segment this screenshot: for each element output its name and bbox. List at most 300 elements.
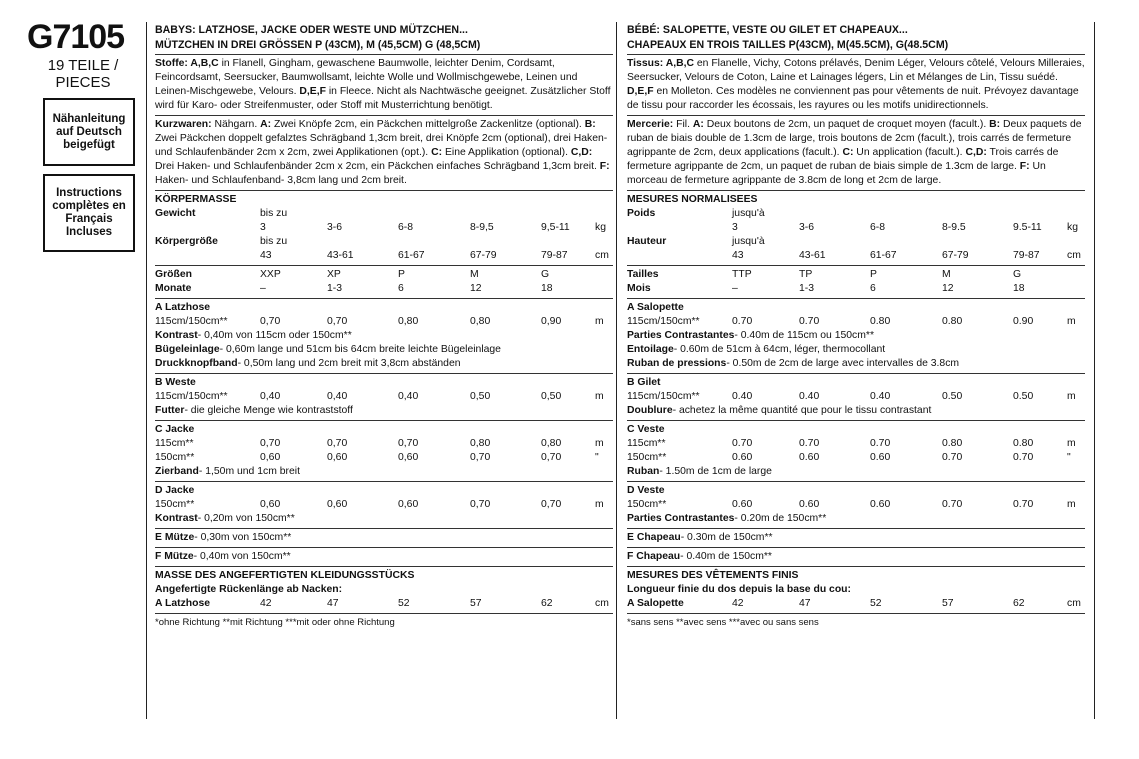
german-instructions-box <box>43 98 135 166</box>
height-upto: jusqu'à <box>732 236 765 247</box>
divider <box>155 420 613 421</box>
view-d-contrast-text: - 0.20m de 150cm** <box>734 513 827 524</box>
view-d-yardage-row-value: 0.70 <box>1013 499 1034 510</box>
fabrics-label-2: D,E,F <box>299 86 326 97</box>
view-a-yardage-row-value: 0.80 <box>870 316 891 327</box>
view-d-yardage-row-unit: m <box>1067 499 1076 510</box>
view-e-yardage <box>155 531 613 545</box>
weight-row-upto <box>155 207 613 221</box>
view-c-yardage-row-2-value: 0.60 <box>870 452 891 463</box>
view-b-yardage-row-value: 0,50 <box>470 391 491 402</box>
view-c-yardage-row-1-value: 0,70 <box>327 438 348 449</box>
view-d-contrast <box>627 512 1085 526</box>
notions-c-label: C: <box>431 147 443 158</box>
months-row <box>627 282 1085 296</box>
divider <box>155 547 613 548</box>
divider <box>155 115 613 116</box>
view-e-label: E Mütze <box>155 532 195 543</box>
view-d-yardage-row-value: 0.70 <box>942 499 963 510</box>
weight-upto: bis zu <box>260 208 288 219</box>
notions-cd-text: Trois carrés de fermeture agrippante de 2cm, un paquet de ruban de biais simple de 1.3cm de large. <box>627 147 1059 172</box>
notions-label: Kurzwaren: <box>155 119 212 130</box>
view-c-yardage-row-2-unit: " <box>1067 452 1071 463</box>
weight-row-value: 6-8 <box>870 222 886 233</box>
divider <box>627 265 1085 266</box>
view-d-yardage-row-value: 0.60 <box>870 499 891 510</box>
view-c-yardage-row-1-value: 0,70 <box>398 438 419 449</box>
notions-cd-label: C,D: <box>570 147 593 158</box>
view-a-interfacing-text: - 0,60m lange und 51cm bis 64cm breite leichte Bügeleinlage <box>219 344 501 355</box>
notions-a-label: A: <box>260 119 272 130</box>
view-b-yardage-row-unit: m <box>1067 391 1076 402</box>
view-a-snap-tape-text: - 0.50m de 2cm de large avec intervalles de 3.8cm <box>726 358 960 369</box>
divider <box>627 54 1085 55</box>
view-d-contrast <box>155 512 613 526</box>
view-e-text: - 0.30m de 150cm** <box>680 532 773 543</box>
height-row-upto <box>627 235 1085 249</box>
notions-a-text: Deux boutons de 2cm, un paquet de croquet moyen (facult.). <box>703 119 990 130</box>
height-row-unit: cm <box>595 250 609 261</box>
divider <box>627 547 1085 548</box>
view-f-text: - 0,40m von 150cm** <box>193 551 291 562</box>
view-c-trim-text: - 1,50m und 1cm breit <box>198 466 300 477</box>
view-c-yardage-row-1-value: 0,80 <box>541 438 562 449</box>
finished-a-row-value: 57 <box>470 598 482 609</box>
sizes-row-value: G <box>1013 269 1022 280</box>
view-c-yardage-row-2-unit: " <box>595 452 599 463</box>
view-c-yardage-row-1-value: 0.70 <box>732 438 753 449</box>
view-e-text: - 0,30m von 150cm** <box>194 532 292 543</box>
view-b-yardage-row <box>155 390 613 404</box>
finished-a-row-value: 62 <box>541 598 553 609</box>
fabrics-text-2: in Fleece. Nicht als Nachtwäsche geeignet. Zusätzlicher Stoff wird für Karo- oder Streifenmuster, oder Stoff mit Musterrichtung benötigt. <box>155 86 611 111</box>
fabrics-label-2: D,E,F <box>627 86 654 97</box>
view-c-yardage-row-1 <box>155 437 613 451</box>
view-c-trim <box>627 465 1085 479</box>
weight-row-upto <box>627 207 1085 221</box>
view-b-yardage-row-fabric-width: 115cm/150cm** <box>627 391 700 402</box>
weight-row <box>155 221 613 235</box>
finished-a-row-label: A Salopette <box>627 598 684 609</box>
height-row-unit: cm <box>1067 250 1081 261</box>
view-c-yardage-row-1-value: 0.70 <box>870 438 891 449</box>
view-b-yardage-row-value: 0,50 <box>541 391 562 402</box>
view-a-yardage-row-fabric-width: 115cm/150cm** <box>155 316 228 327</box>
footnote: *ohne Richtung **mit Richtung ***mit oder ohne Richtung <box>155 617 395 628</box>
fabrics-paragraph <box>155 57 613 113</box>
months-row-value: 1-3 <box>799 283 815 294</box>
view-a-interfacing <box>627 343 1085 357</box>
months-row-label: Mois <box>627 283 651 294</box>
view-c-trim <box>155 465 613 479</box>
fabrics-label: Tissus: A,B,C <box>627 58 694 69</box>
notions-b-text: Deux paquets de ruban de biais double de 1.3cm de large, trois boutons de 2cm (facult.), trois carrés de fermeture agrippante de 2cm, deux applications (facult.). <box>627 119 1082 158</box>
finished-a-row <box>627 597 1085 611</box>
fabrics-text-2: en Molleton. Ces modèles ne conviennent pas pour vêtements de nuit. Prévoyez davantage de tissu pour raccorder les écossais, les rayures ou les motifs unidirectionnels. <box>627 86 1079 111</box>
height-row-value: 43 <box>260 250 272 261</box>
divider <box>155 613 613 614</box>
view-a-yardage-row-unit: m <box>1067 316 1076 327</box>
finished-a-row-value: 62 <box>1013 598 1025 609</box>
view-a-yardage-row-value: 0.90 <box>1013 316 1034 327</box>
view-f-yardage <box>627 550 1085 564</box>
sizes-row-value: XXP <box>260 269 281 280</box>
view-c-title: C Veste <box>627 424 665 435</box>
months-row-value: 18 <box>541 283 553 294</box>
notions-c-text: Un application (facult.). <box>853 147 966 158</box>
months-row-label: Monate <box>155 283 192 294</box>
view-c-yardage-row-1-fabric-width: 115cm** <box>155 438 194 449</box>
view-c-yardage-row-1-value: 0,80 <box>470 438 491 449</box>
height-row-value: 43-61 <box>327 250 354 261</box>
fabrics-label: Stoffe: A,B,C <box>155 58 219 69</box>
height-row-value: 43-61 <box>799 250 826 261</box>
view-a-contrast <box>627 329 1085 343</box>
view-a-yardage-row-value: 0,70 <box>260 316 281 327</box>
notions-text: Fil. <box>673 119 693 130</box>
view-d-yardage-row-value: 0.60 <box>732 499 753 510</box>
view-b-lining <box>627 404 1085 418</box>
view-a-yardage-row-value: 0,90 <box>541 316 562 327</box>
fabrics-paragraph <box>627 57 1085 113</box>
weight-row-unit: kg <box>595 222 606 233</box>
months-row-value: 12 <box>942 283 954 294</box>
weight-row-value: 3 <box>260 222 266 233</box>
divider <box>155 481 613 482</box>
finished-a-row-value: 47 <box>327 598 339 609</box>
view-b-yardage-row-value: 0.40 <box>732 391 753 402</box>
view-a-yardage-row-fabric-width: 115cm/150cm** <box>627 316 700 327</box>
finished-a-row-unit: cm <box>595 598 609 609</box>
finished-a-row <box>155 597 613 611</box>
view-a-interfacing-text: - 0.60m de 51cm à 64cm, léger, thermocollant <box>673 344 886 355</box>
right-divider <box>1094 22 1095 719</box>
footnote: *sans sens **avec sens ***avec ou sans sens <box>627 617 819 628</box>
height-label: Körpergröße <box>155 236 218 247</box>
height-row-value: 61-67 <box>870 250 897 261</box>
sizes-row-value: TTP <box>732 269 752 280</box>
months-row-value: 12 <box>470 283 482 294</box>
months-row-value: – <box>260 283 266 294</box>
view-f-text: - 0.40m de 150cm** <box>680 551 772 562</box>
finished-a-row-value: 52 <box>398 598 410 609</box>
notions-c-text: Eine Applikation (optional). <box>442 147 571 158</box>
view-b-yardage-row-value: 0.40 <box>870 391 891 402</box>
finished-a-row-unit: cm <box>1067 598 1081 609</box>
weight-row-value: 3-6 <box>799 222 815 233</box>
divider <box>155 54 613 55</box>
german-column <box>155 22 613 630</box>
view-c-yardage-row-1-value: 0,70 <box>260 438 281 449</box>
view-c-yardage-row-2-fabric-width: 150cm** <box>155 452 195 463</box>
view-b-title: B Gilet <box>627 377 661 388</box>
view-a-contrast-text: - 0.40m de 115cm ou 150cm** <box>734 330 874 341</box>
height-label: Hauteur <box>627 236 667 247</box>
view-b-lining-label: Futter <box>155 405 185 416</box>
finished-back-length-label: Longueur finie du dos depuis la base du cou: <box>627 584 851 595</box>
view-f-yardage <box>155 550 613 564</box>
months-row-value: 1-3 <box>327 283 343 294</box>
weight-row <box>627 221 1085 235</box>
center-divider <box>616 22 617 719</box>
divider <box>155 528 613 529</box>
weight-label: Gewicht <box>155 208 196 219</box>
view-a-contrast <box>155 329 613 343</box>
garment-title: BABYS: LATZHOSE, JACKE ODER WESTE UND MÜTZCHEN... <box>155 24 468 36</box>
notions-f-label: F: <box>599 161 610 172</box>
view-a-title: A Latzhose <box>155 302 211 313</box>
garment-title: BÉBÉ: SALOPETTE, VESTE OU GILET ET CHAPEAUX... <box>627 24 908 36</box>
view-d-contrast-label: Kontrast <box>155 513 198 524</box>
notions-b-label: B: <box>989 119 1001 130</box>
finished-measurements-title: MASSE DES ANGEFERTIGTEN KLEIDUNGSSTÜCKS <box>155 570 415 581</box>
sizes-row-value: P <box>870 269 877 280</box>
sizes-row-value: M <box>470 269 479 280</box>
weight-upto: jusqu'à <box>732 208 765 219</box>
sizes-row <box>155 268 613 282</box>
weight-row-unit: kg <box>1067 222 1078 233</box>
view-b-yardage-row-fabric-width: 115cm/150cm** <box>155 391 228 402</box>
weight-row-value: 8-9,5 <box>470 222 494 233</box>
view-a-interfacing-label: Entoilage <box>627 344 674 355</box>
divider <box>627 528 1085 529</box>
divider <box>627 373 1085 374</box>
finished-a-row-label: A Latzhose <box>155 598 211 609</box>
french-instructions-box <box>43 174 135 252</box>
divider <box>627 420 1085 421</box>
height-row <box>627 249 1085 263</box>
notions-cd-label: C,D: <box>965 147 987 158</box>
view-d-yardage-row-value: 0,70 <box>541 499 562 510</box>
divider <box>627 613 1085 614</box>
german-instructions-label: Nähanleitung auf Deutsch beigefügt <box>52 112 126 151</box>
view-c-trim-label: Ruban <box>627 466 660 477</box>
height-row-value: 79-87 <box>1013 250 1040 261</box>
divider <box>627 566 1085 567</box>
height-row-upto <box>155 235 613 249</box>
view-d-title: D Veste <box>627 485 665 496</box>
weight-row-value: 9.5-11 <box>1013 222 1042 233</box>
notions-f-label: F: <box>1019 161 1030 172</box>
view-b-lining-label: Doublure <box>627 405 673 416</box>
sizes-row-label: Größen <box>155 269 192 280</box>
view-b-yardage-row-value: 0,40 <box>327 391 348 402</box>
view-e-label: E Chapeau <box>627 532 681 543</box>
divider <box>155 265 613 266</box>
months-row-value: – <box>732 283 738 294</box>
view-d-yardage-row-value: 0.60 <box>799 499 820 510</box>
notions-a-label: A: <box>692 119 704 130</box>
divider <box>627 190 1085 191</box>
french-instructions-label: Instructions complètes en Français Incluses <box>52 187 126 238</box>
notions-label: Mercerie: <box>627 119 674 130</box>
notions-b-text: Zwei Päckchen doppelt gefalztes Schrägband 1,3cm breit, drei Knöpfe 2cm (optional), drei Haken- und Schlaufenbänder 2cm x 2cm, zwei Applikationen (opt.). <box>155 133 608 158</box>
view-b-yardage-row-value: 0.40 <box>799 391 820 402</box>
view-c-yardage-row-2 <box>627 451 1085 465</box>
view-c-yardage-row-1 <box>627 437 1085 451</box>
view-c-yardage-row-2-value: 0.60 <box>799 452 820 463</box>
view-c-yardage-row-2-value: 0,70 <box>541 452 562 463</box>
weight-label: Poids <box>627 208 656 219</box>
sizes-row-label: Tailles <box>627 269 659 280</box>
view-b-lining-text: - achetez la même quantité que pour le tissu contrastant <box>672 405 932 416</box>
view-e-yardage <box>627 531 1085 545</box>
view-c-yardage-row-2-value: 0.70 <box>942 452 963 463</box>
weight-row-value: 9,5-11 <box>541 222 570 233</box>
body-measurements-title: KÖRPERMASSE <box>155 194 237 205</box>
notions-paragraph <box>155 118 613 188</box>
view-b-title: B Weste <box>155 377 196 388</box>
sizes-row-value: TP <box>799 269 813 280</box>
view-a-yardage-row-value: 0.80 <box>942 316 963 327</box>
divider <box>155 566 613 567</box>
view-d-yardage-row-value: 0,70 <box>470 499 491 510</box>
months-row <box>155 282 613 296</box>
view-d-yardage-row-fabric-width: 150cm** <box>627 499 667 510</box>
notions-text: Nähgarn. <box>211 119 261 130</box>
finished-measurements-title: MESURES DES VÊTEMENTS FINIS <box>627 570 799 581</box>
notions-a-text: Zwei Knöpfe 2cm, ein Päckchen mittelgroße Zackenlitze (optional). <box>271 119 585 130</box>
body-measurements-title: MESURES NORMALISEES <box>627 194 758 205</box>
view-a-yardage-row <box>155 315 613 329</box>
weight-row-value: 3 <box>732 222 738 233</box>
finished-a-row-value: 52 <box>870 598 882 609</box>
view-d-yardage-row-value: 0,60 <box>260 499 281 510</box>
sizes-row-value: XP <box>327 269 341 280</box>
hat-sizes-title: CHAPEAUX EN TROIS TAILLES P(43CM), M(45.5CM), G(48.5CM) <box>627 39 949 51</box>
view-d-title: D Jacke <box>155 485 195 496</box>
view-c-yardage-row-1-unit: m <box>595 438 604 449</box>
view-a-interfacing <box>155 343 613 357</box>
finished-a-row-value: 47 <box>799 598 811 609</box>
view-c-yardage-row-1-value: 0.80 <box>942 438 963 449</box>
divider <box>627 481 1085 482</box>
notions-paragraph <box>627 118 1085 188</box>
view-a-yardage-row-value: 0,80 <box>398 316 419 327</box>
sizes-row-value: M <box>942 269 951 280</box>
piece-count: 19 TEILE / PIECES <box>47 57 119 91</box>
view-a-snap-tape <box>155 357 613 371</box>
view-c-yardage-row-2-fabric-width: 150cm** <box>627 452 667 463</box>
view-a-yardage-row-unit: m <box>595 316 604 327</box>
view-a-yardage-row-value: 0,70 <box>327 316 348 327</box>
view-a-contrast-label: Parties Contrastantes <box>627 330 735 341</box>
divider <box>155 298 613 299</box>
weight-row-value: 6-8 <box>398 222 414 233</box>
view-c-trim-label: Zierband <box>155 466 199 477</box>
height-row-value: 67-79 <box>942 250 969 261</box>
view-d-contrast-label: Parties Contrastantes <box>627 513 735 524</box>
notions-f-text: Un morceau de fermeture agrippante de 3.8cm de long et 2cm de large. <box>627 161 1046 186</box>
view-a-yardage-row-value: 0,80 <box>470 316 491 327</box>
weight-row-value: 8-9.5 <box>942 222 966 233</box>
view-c-yardage-row-1-value: 0.70 <box>799 438 820 449</box>
view-a-snap-tape-text: - 0,50m lang und 2cm breit mit 3,8cm abständen <box>237 358 461 369</box>
notions-cd-text: Drei Haken- und Schlaufenbänder 2cm x 2cm, ein Päckchen einfaches Schrägband 1,3cm breit. <box>155 161 600 172</box>
view-c-yardage-row-2-value: 0,60 <box>327 452 348 463</box>
view-c-title: C Jacke <box>155 424 195 435</box>
view-b-yardage-row-unit: m <box>595 391 604 402</box>
height-row-value: 43 <box>732 250 744 261</box>
view-a-snap-tape <box>627 357 1085 371</box>
view-b-yardage-row-value: 0,40 <box>260 391 281 402</box>
months-row-value: 18 <box>1013 283 1025 294</box>
view-c-yardage-row-2-value: 0,70 <box>470 452 491 463</box>
divider <box>155 190 613 191</box>
fabrics-text: en Flanelle, Vichy, Cotons prélavés, Denim Léger, Velours côtelé, Velours Milleraies, Seersucker, Velours de Coton, Laine et Lainages légers, Lin et Mélanges de Lin, Tissu suédé. <box>627 58 1085 83</box>
view-a-contrast-label: Kontrast <box>155 330 198 341</box>
view-a-title: A Salopette <box>627 302 684 313</box>
view-a-yardage-row <box>627 315 1085 329</box>
sizes-row-value: G <box>541 269 550 280</box>
view-c-yardage-row-1-unit: m <box>1067 438 1076 449</box>
french-column <box>627 22 1085 630</box>
view-b-yardage-row-value: 0,40 <box>398 391 419 402</box>
view-d-yardage-row-value: 0,60 <box>327 499 348 510</box>
divider <box>155 373 613 374</box>
finished-a-row-value: 57 <box>942 598 954 609</box>
view-c-yardage-row-1-fabric-width: 115cm** <box>627 438 666 449</box>
pattern-number: G7105 <box>27 18 125 56</box>
notions-b-label: B: <box>584 119 596 130</box>
view-a-yardage-row-value: 0.70 <box>732 316 753 327</box>
view-c-yardage-row-2-value: 0,60 <box>260 452 281 463</box>
view-c-yardage-row-1-value: 0.80 <box>1013 438 1034 449</box>
finished-back-length-label: Angefertigte Rückenlänge ab Nacken: <box>155 584 343 595</box>
view-a-yardage-row-value: 0.70 <box>799 316 820 327</box>
view-b-yardage-row <box>627 390 1085 404</box>
view-a-contrast-text: - 0,40m von 115cm oder 150cm** <box>197 330 352 341</box>
view-f-label: F Mütze <box>155 551 194 562</box>
view-c-yardage-row-2 <box>155 451 613 465</box>
left-divider <box>146 22 147 719</box>
notions-f-text: Haken- und Schlaufenband- 3,8cm lang und 2cm breit. <box>155 175 407 186</box>
hat-sizes-title: MÜTZCHEN IN DREI GRÖSSEN P (43CM), M (45,5CM) G (48,5CM) <box>155 39 481 51</box>
view-f-label: F Chapeau <box>627 551 681 562</box>
view-b-lining-text: - die gleiche Menge wie kontraststoff <box>184 405 353 416</box>
view-a-snap-tape-label: Ruban de pressions <box>627 358 727 369</box>
view-d-contrast-text: - 0,20m von 150cm** <box>197 513 295 524</box>
height-row-value: 61-67 <box>398 250 425 261</box>
height-upto: bis zu <box>260 236 288 247</box>
height-row <box>155 249 613 263</box>
finished-a-row-value: 42 <box>260 598 272 609</box>
view-b-yardage-row-value: 0.50 <box>942 391 963 402</box>
notions-c-label: C: <box>842 147 854 158</box>
sizes-row-value: P <box>398 269 405 280</box>
view-d-yardage-row <box>627 498 1085 512</box>
months-row-value: 6 <box>398 283 404 294</box>
height-row-value: 67-79 <box>470 250 497 261</box>
view-a-snap-tape-label: Druckknopfband <box>155 358 238 369</box>
divider <box>627 298 1085 299</box>
view-d-yardage-row <box>155 498 613 512</box>
divider <box>627 115 1085 116</box>
view-b-lining <box>155 404 613 418</box>
view-a-interfacing-label: Bügeleinlage <box>155 344 220 355</box>
finished-a-row-value: 42 <box>732 598 744 609</box>
months-row-value: 6 <box>870 283 876 294</box>
view-c-yardage-row-2-value: 0,60 <box>398 452 419 463</box>
view-c-trim-text: - 1.50m de 1cm de large <box>659 466 772 477</box>
view-d-yardage-row-value: 0,60 <box>398 499 419 510</box>
height-row-value: 79-87 <box>541 250 568 261</box>
view-c-yardage-row-2-value: 0.60 <box>732 452 753 463</box>
view-d-yardage-row-unit: m <box>595 499 604 510</box>
weight-row-value: 3-6 <box>327 222 343 233</box>
view-b-yardage-row-value: 0.50 <box>1013 391 1034 402</box>
sizes-row <box>627 268 1085 282</box>
